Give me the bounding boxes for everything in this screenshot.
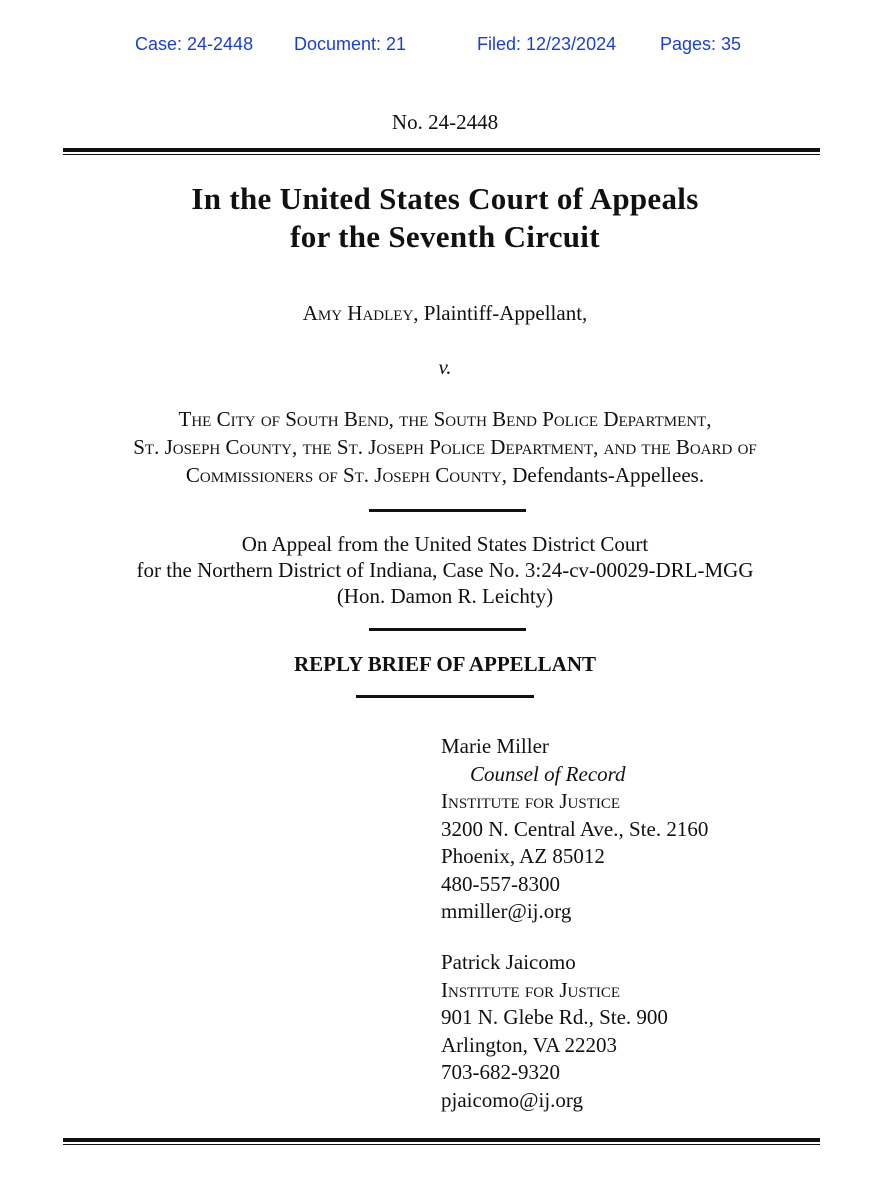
appeal-info-line-1: On Appeal from the United States District Court [241, 532, 649, 556]
defendants-names-3: Commissioners of St. Joseph County [185, 463, 502, 487]
counsel-phone: 480-557-8300 [441, 871, 560, 896]
appeal-info-line-2: for the Northern District of Indiana, Case No. 3:24-cv-00029-DRL-MGG [136, 558, 754, 582]
appellant-line [0, 300, 890, 326]
counsel-block-miller [441, 733, 861, 926]
counsel-organization: Institute for Justice [441, 977, 620, 1002]
stamp-page-count: Pages: 35 [660, 34, 742, 54]
defendants-line-1 [0, 406, 890, 432]
section-divider-1 [369, 509, 526, 512]
defendants-line-3 [0, 462, 890, 488]
docket-number: No. 24-2448 [391, 110, 499, 134]
counsel-name: Patrick Jaicomo [441, 950, 576, 974]
filing-stamp-header [0, 34, 890, 60]
counsel-address-line-2: Phoenix, AZ 85012 [441, 844, 605, 868]
counsel-role: Counsel of Record [470, 761, 626, 786]
counsel-address-line-1: 3200 N. Central Ave., Ste. 2160 [441, 816, 709, 841]
appeal-info-judge: (Hon. Damon R. Leichty) [336, 584, 554, 608]
section-divider-2 [369, 628, 526, 631]
versus: v. [438, 355, 452, 379]
stamp-case-number: Case: 24-2448 [135, 34, 254, 54]
counsel-block-jaicomo [441, 949, 861, 1114]
defendants-line-2 [0, 434, 890, 460]
counsel-email: pjaicomo@ij.org [441, 1087, 584, 1112]
top-divider [63, 148, 820, 155]
defendants-role: , Defendants-Appellees. [501, 463, 705, 487]
court-name-line-2: for the Seventh Circuit [290, 219, 600, 254]
defendants-names-2: St. Joseph County, the St. Joseph Police Department, and the Board of [133, 435, 757, 459]
counsel-organization: Institute for Justice [441, 789, 620, 813]
appellant-name: Amy Hadley [302, 301, 414, 325]
counsel-phone: 703-682-9320 [441, 1060, 560, 1084]
brief-title: REPLY BRIEF OF APPELLANT [293, 652, 597, 676]
counsel-email: mmiller@ij.org [441, 899, 572, 923]
stamp-filed-date: Filed: 12/23/2024 [477, 34, 617, 54]
bottom-divider [63, 1138, 820, 1145]
stamp-document-number: Document: 21 [294, 34, 407, 54]
court-name-line-1: In the United States Court of Appeals [191, 181, 699, 216]
appellant-role: , Plaintiff-Appellant, [413, 301, 588, 325]
counsel-address-line-1: 901 N. Glebe Rd., Ste. 900 [441, 1005, 668, 1029]
section-divider-3 [356, 695, 534, 698]
counsel-address-line-2: Arlington, VA 22203 [441, 1032, 617, 1057]
defendants-names-1: The City of South Bend, the South Bend Police Department, [178, 407, 712, 431]
counsel-name: Marie Miller [441, 734, 549, 758]
